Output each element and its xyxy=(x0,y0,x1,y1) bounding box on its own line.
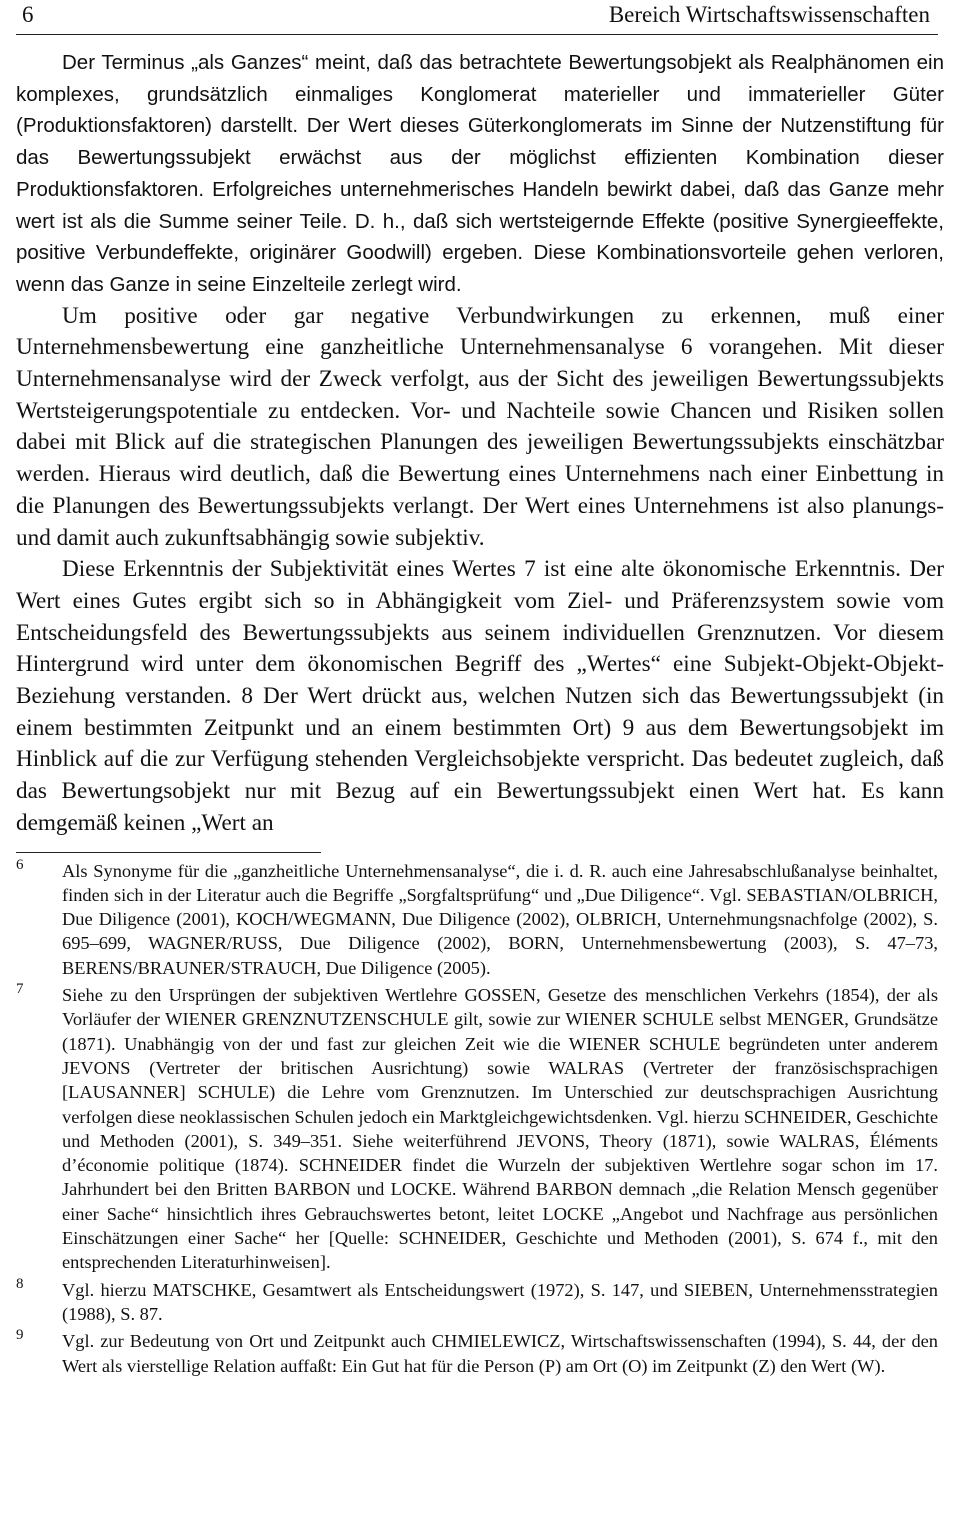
footnote-text: Vgl. hierzu MATSCHKE, Gesamtwert als Entscheidungswert (1972), S. 147, und SIEBEN, Unternehmensstrategien (1988), S. 87. xyxy=(62,1279,938,1324)
footnote-9 xyxy=(16,1329,944,1378)
footnote-text: Als Synonyme für die „ganzheitliche Unternehmensanalyse“, die i. d. R. auch eine Jahresabschlußanalyse beinhaltet, finden sich in der Literatur auch die Begriffe „Sorgfaltsprüfung“ und „Due Diligence“. Vgl. SEBASTIAN/OLBRICH, Due Diligence (2001), KOCH/WEGMANN, Due Diligence (2002), OLBRICH, Unternehmungsnachfolge (2002), S. 695–699, WAGNER/RUSS, Due Diligence (2002), BORN, Unternehmensbewertung (2003), S. 47–73, BERENS/BRAUNER/STRAUCH, Due Diligence (2005). xyxy=(62,860,938,978)
paragraph-1: Der Terminus „als Ganzes“ meint, daß das betrachtete Bewertungsobjekt als Realphänomen ein komplexes, grundsätzlich einmaliges Konglomerat materieller und immaterieller Güter (Produktionsfaktoren) darstellt. Der Wert dieses Güterkonglomerats im Sinne der Nutzenstiftung für das Bewertungssubjekt erwächst aus der möglichst effizienten Kombination dieser Produktionsfaktoren. Erfolgreiches unternehmerisches Handeln bewirkt dabei, daß das Ganze mehr wert ist als die Summe seiner Teile. D. h., daß sich wertsteigernde Effekte (positive Synergieeffekte, positive Verbundeffekte, originärer Goodwill) ergeben. Diese Kombinationsvorteile gehen verloren, wenn das Ganze in seine Einzelteile zerlegt wird. xyxy=(16,51,944,296)
body-text xyxy=(16,47,944,840)
footnote-number: 9 xyxy=(16,1327,24,1344)
footnote-number: 7 xyxy=(16,981,24,998)
footnote-8 xyxy=(16,1275,944,1327)
footnote-7 xyxy=(16,983,944,1275)
footnotes xyxy=(16,856,944,1378)
footnote-text: Siehe zu den Ursprüngen der subjektiven Wertlehre GOSSEN, Gesetze des menschlichen Verkehrs (1854), der als Vorläufer der WIENER GRENZNUTZENSCHULE gilt, sowie zur WIENER SCHULE selbst MENGER, Grundsätze (1871). Unabhängig von der und fast zur gleichen Zeit wie die WIENER SCHULE begründeten unter anderem JEVONS (Vertreter der britischen Ausrichtung) sowie WALRAS (Vertreter der französischsprachigen [LAUSANNER] SCHULE) die Lehre vom Grenznutzen. Im Unterschied zur deutschsprachigen Ausrichtung verfolgen diese neoklassischen Schulen jedoch ein Marktgleichgewichtsdenken. Vgl. hierzu SCHNEIDER, Geschichte und Methoden (2001), S. 349–351. Siehe weiterführend JEVONS, Theory (1871), sowie WALRAS, Éléments d’économie politique (1874). SCHNEIDER findet die Wurzeln der subjektiven Wertlehre sogar schon im 17. Jahrhundert bei den Britten BARBON und LOCKE. Während BARBON demnach „die Relation Mensch gegenüber einer Sache“ hinsichtlich ihres Gebrauchswertes betont, leitet LOCKE „Angebot und Nachfrage aus persönlichen Einschätzungen einer Sache“ her [Quelle: SCHNEIDER, Geschichte und Methoden (2001), S. 674 f., mit den entsprechenden Literaturhinweisen]. xyxy=(62,985,938,1273)
page-number: 6 xyxy=(22,2,34,27)
footnote-number: 8 xyxy=(16,1275,24,1292)
footnote-number: 6 xyxy=(16,856,24,873)
paragraph-3: Diese Erkenntnis der Subjektivität eines Wertes 7 ist eine alte ökonomische Erkenntnis. Der Wert eines Gutes ergibt sich so in Abhängigkeit vom Ziel- und Präferenzsystem sowie vom Entscheidungsfeld des Bewertungssubjekts aus seinem individuellen Grenznutzen. Vor diesem Hintergrund wird unter dem ökonomischen Begriff des „Wertes“ eine Subjekt-Objekt-Objekt-Beziehung verstanden. 8 Der Wert drückt aus, welchen Nutzen sich das Bewertungssubjekt (in einem bestimmten Zeitpunkt und an einem bestimmten Ort) 9 aus dem Bewertungsobjekt im Hinblick auf die zur Verfügung stehenden Vergleichsobjekte verspricht. Das bedeutet zugleich, daß das Bewertungsobjekt nur mit Bezug auf ein Bewertungssubjekt einen Wert hat. Es kann demgemäß keinen „Wert an xyxy=(16,556,944,836)
footnote-6 xyxy=(16,856,944,980)
section-title: Bereich Wirtschaftswissenschaften xyxy=(608,2,930,27)
running-header xyxy=(16,0,938,35)
paragraph-2: Um positive oder gar negative Verbundwirkungen zu erkennen, muß einer Unternehmensbewertung eine ganzheitliche Unternehmensanalyse 6 vorangehen. Mit dieser Unternehmensanalyse wird der Zweck verfolgt, aus der Sicht des jeweiligen Bewertungssubjekts Wertsteigerungspotentiale zu entdecken. Vor- und Nachteile sowie Chancen und Risiken sollen dabei mit Blick auf die strategischen Planungen des jeweiligen Bewertungssubjekts einschätzbar werden. Hieraus wird deutlich, daß die Bewertung eines Unternehmens nach einer Einbettung in die Planungen des Bewertungssubjekts verlangt. Der Wert eines Unternehmens ist also planungs- und damit auch zukunftsabhängig sowie subjektiv. xyxy=(16,302,944,551)
footnote-text: Vgl. zur Bedeutung von Ort und Zeitpunkt auch CHMIELEWICZ, Wirtschaftswissenschaften (1994), S. 44, der den Wert als vierstellige Relation auffaßt: Ein Gut hat für die Person (P) am Ort (O) im Zeitpunkt (Z) den Wert (W). xyxy=(62,1331,938,1376)
